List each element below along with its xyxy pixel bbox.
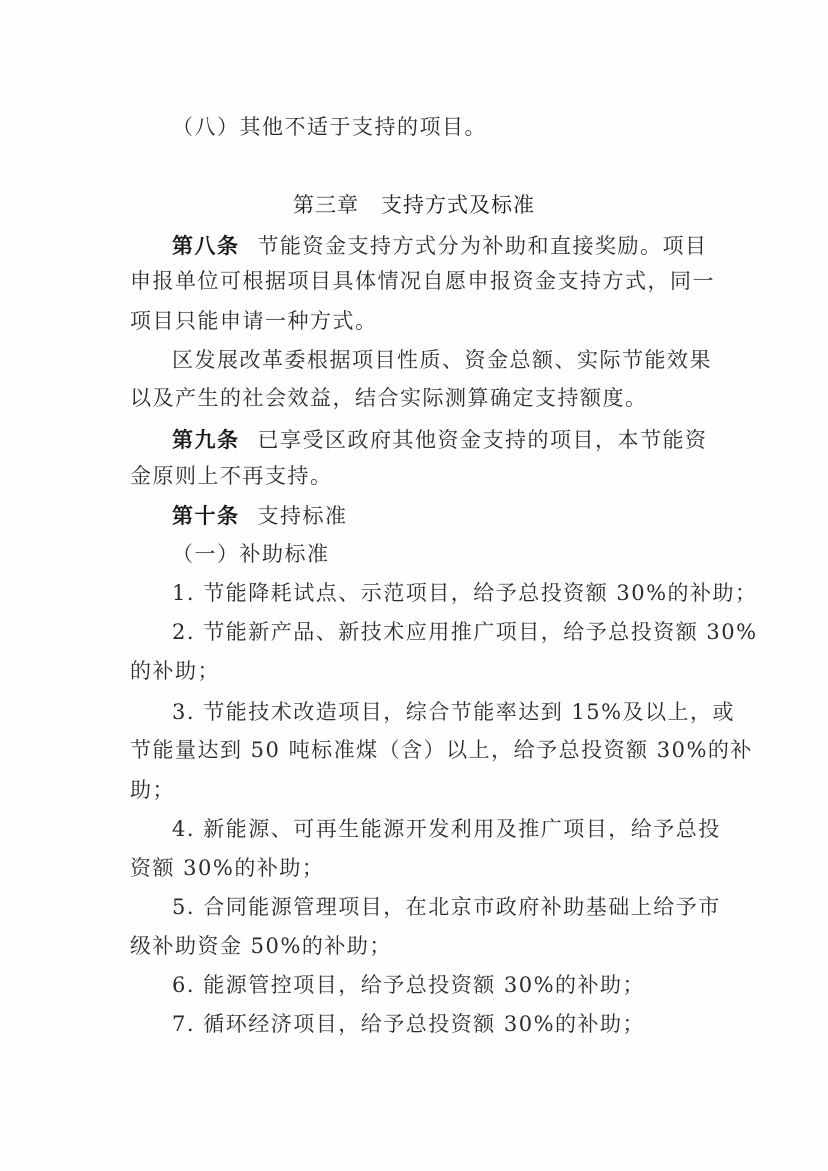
- list-item-2-line-2: 的补助；: [130, 659, 220, 683]
- list-item-5-line-1: 5. 合同能源管理项目，在北京市政府补助基础上给予市: [172, 895, 721, 919]
- list-item-7: 7. 循环经济项目，给予总投资额 30%的补助；: [172, 1012, 646, 1036]
- list-item-6: 6. 能源管控项目，给予总投资额 30%的补助；: [172, 973, 646, 997]
- article-nine-line-1: [172, 425, 708, 455]
- list-item-3-line-2: 节能量达到 50 吨标准煤（含）以上，给予总投资额 30%的补: [130, 738, 753, 762]
- paragraph-two-line-1: 区发展改革委根据项目性质、资金总额、实际节能效果: [172, 348, 712, 372]
- article-eight-line-2: 申报单位可根据项目具体情况自愿申报资金支持方式，同一: [130, 269, 715, 293]
- article-ten-label: 第十条: [172, 504, 240, 528]
- article-eight-line-3: 项目只能申请一种方式。: [130, 309, 378, 333]
- list-item-3-line-1: 3. 节能技术改造项目，综合节能率达到 15%及以上，或: [172, 700, 736, 724]
- article-eight-line-1: [172, 231, 708, 261]
- item-eight: （八）其他不适于支持的项目。: [172, 115, 487, 139]
- chapter-title: 第三章 支持方式及标准: [293, 193, 535, 217]
- list-item-3-line-3: 助；: [130, 778, 175, 802]
- subsection-one: （一）补助标准: [172, 542, 330, 566]
- paragraph-two-line-2: 以及产生的社会效益，结合实际测算确定支持额度。: [130, 386, 648, 410]
- article-ten-text: 支持标准: [257, 504, 348, 528]
- list-item-5-line-2: 级补助资金 50%的补助；: [130, 934, 392, 958]
- article-ten-line: [172, 501, 348, 531]
- article-nine-label: 第九条: [172, 428, 240, 452]
- list-item-2-line-1: 2. 节能新产品、新技术应用推广项目，给予总投资额 30%: [172, 620, 758, 644]
- article-eight-text: 节能资金支持方式分为补助和直接奖励。项目: [257, 234, 708, 258]
- list-item-1: 1. 节能降耗试点、示范项目，给予总投资额 30%的补助；: [172, 581, 758, 605]
- list-item-4-line-2: 资额 30%的补助；: [130, 856, 325, 880]
- article-eight-label: 第八条: [172, 234, 240, 258]
- article-nine-line-2: 金原则上不再支持。: [130, 464, 333, 488]
- article-nine-text: 已享受区政府其他资金支持的项目，本节能资: [257, 428, 708, 452]
- list-item-4-line-1: 4. 新能源、可再生能源开发利用及推广项目，给予总投: [172, 817, 721, 841]
